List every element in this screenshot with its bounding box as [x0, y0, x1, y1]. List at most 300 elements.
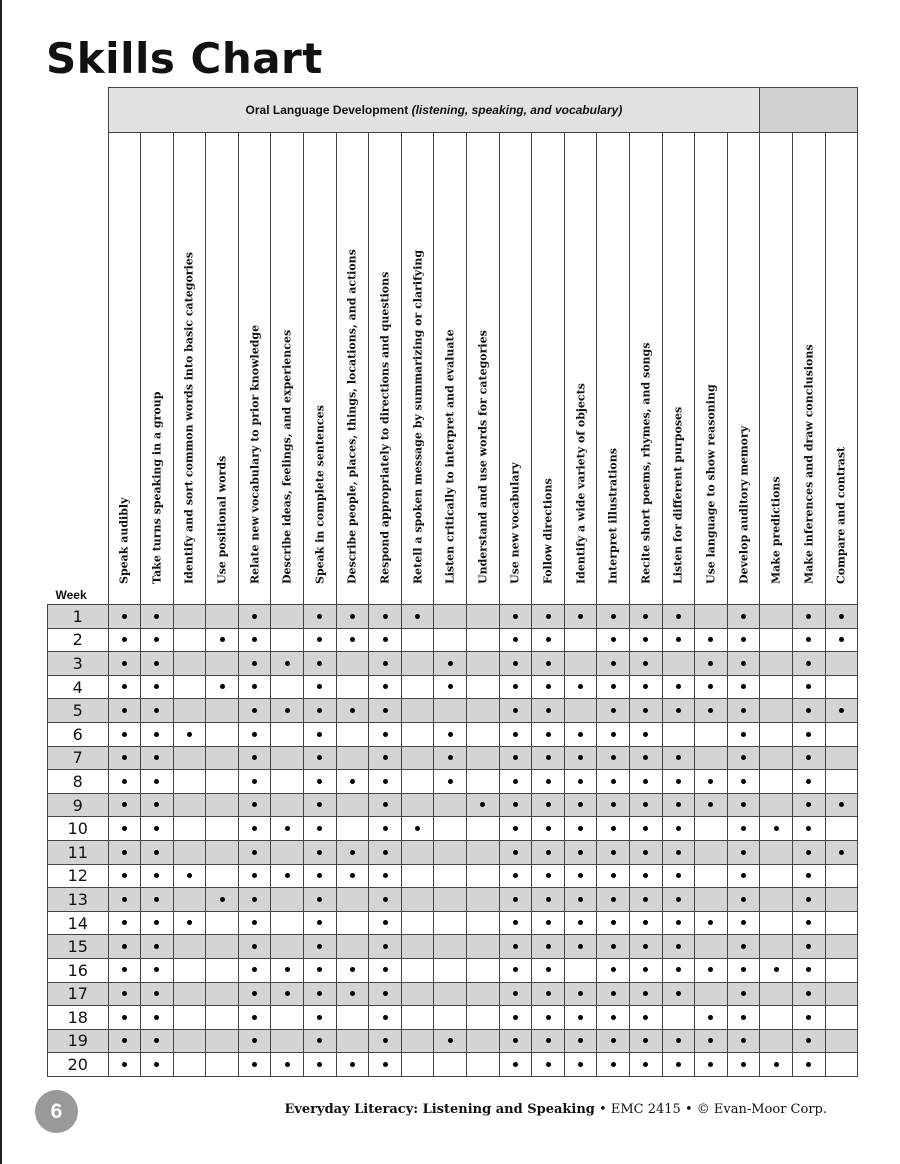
skill-cell [206, 699, 239, 723]
week-row [48, 1053, 858, 1077]
week-number: 13 [48, 888, 109, 912]
skill-cell [206, 817, 239, 841]
skill-cell [467, 652, 500, 676]
skill-check-dot [806, 967, 811, 972]
skill-cell [141, 935, 174, 959]
skill-check-dot [252, 967, 257, 972]
skill-cell [532, 770, 565, 794]
skill-cell [532, 958, 565, 982]
skill-cell [597, 1053, 630, 1077]
skill-label: Listen for different purposes [671, 406, 685, 584]
skill-cell [825, 770, 858, 794]
skill-cell [141, 675, 174, 699]
skill-check-dot [317, 967, 322, 972]
skill-check-dot [546, 779, 551, 784]
skill-cell [727, 935, 760, 959]
skill-cell [760, 982, 793, 1006]
group-header-blank [760, 88, 858, 133]
skill-cell [662, 722, 695, 746]
skill-check-dot [741, 826, 746, 831]
week-number: 1 [48, 605, 109, 629]
skill-cell [532, 864, 565, 888]
skill-check-dot [383, 1015, 388, 1020]
skill-check-dot [154, 637, 159, 642]
skill-cell [630, 605, 663, 629]
skill-cell [304, 1053, 337, 1077]
skill-check-dot [317, 1062, 322, 1067]
skill-cell [434, 864, 467, 888]
skill-check-dot [708, 1062, 713, 1067]
skill-check-dot [448, 779, 453, 784]
skill-check-dot [317, 991, 322, 996]
skill-check-dot [708, 1015, 713, 1020]
skill-check-dot [350, 708, 355, 713]
skill-check-dot [546, 850, 551, 855]
skill-check-dot [806, 920, 811, 925]
skill-cell [141, 1029, 174, 1053]
skill-check-dot [611, 802, 616, 807]
skill-check-dot [154, 802, 159, 807]
skill-cell [141, 652, 174, 676]
skill-cell [434, 675, 467, 699]
skill-cell [727, 840, 760, 864]
skill-check-dot [643, 614, 648, 619]
skill-cell [564, 722, 597, 746]
skill-check-dot [611, 1062, 616, 1067]
skill-check-dot [806, 850, 811, 855]
skill-cell [336, 840, 369, 864]
skill-label: Listen critically to interpret and evaluate [443, 329, 457, 584]
skill-cell [467, 840, 500, 864]
skill-check-dot [546, 1038, 551, 1043]
skill-cell [467, 699, 500, 723]
skill-label: Understand and use words for categories [476, 330, 490, 584]
skill-check-dot [578, 897, 583, 902]
week-number: 16 [48, 958, 109, 982]
skill-cell [369, 770, 402, 794]
skill-cell [630, 746, 663, 770]
skill-cell [792, 770, 825, 794]
skill-cell [532, 652, 565, 676]
skill-check-dot [317, 850, 322, 855]
skill-cell [369, 675, 402, 699]
skill-check-dot [122, 967, 127, 972]
skill-check-dot [448, 661, 453, 666]
skill-check-dot [546, 661, 551, 666]
skill-check-dot [643, 944, 648, 949]
skill-cell [238, 628, 271, 652]
skill-check-dot [285, 708, 290, 713]
skill-check-dot [122, 779, 127, 784]
skill-cell [597, 722, 630, 746]
skill-check-dot [252, 732, 257, 737]
skill-cell [401, 722, 434, 746]
week-number: 19 [48, 1029, 109, 1053]
week-number: 14 [48, 911, 109, 935]
skill-cell [825, 1006, 858, 1030]
skill-check-dot [611, 826, 616, 831]
skill-cell [564, 675, 597, 699]
skill-cell [792, 1006, 825, 1030]
skill-cell [108, 746, 141, 770]
page-number-badge: 6 [35, 1090, 78, 1133]
skill-check-dot [611, 920, 616, 925]
skill-cell [792, 793, 825, 817]
skill-cell [271, 958, 304, 982]
skill-column-header [401, 133, 434, 605]
skill-label: Use positional words [215, 455, 229, 584]
skill-cell [271, 605, 304, 629]
skill-check-dot [806, 1015, 811, 1020]
skill-cell [238, 911, 271, 935]
skill-check-dot [806, 897, 811, 902]
skill-cell [434, 699, 467, 723]
skill-cell [467, 605, 500, 629]
skill-column-header [141, 133, 174, 605]
skill-cell [630, 1006, 663, 1030]
skill-check-dot [643, 826, 648, 831]
skill-check-dot [252, 1015, 257, 1020]
skill-cell [434, 1006, 467, 1030]
skill-cell [336, 911, 369, 935]
skill-cell [401, 1006, 434, 1030]
skill-cell [304, 699, 337, 723]
skill-check-dot [741, 897, 746, 902]
skill-label: Make inferences and draw conclusions [802, 344, 816, 584]
skill-cell [238, 840, 271, 864]
skill-cell [434, 935, 467, 959]
week-row [48, 605, 858, 629]
skill-cell [499, 628, 532, 652]
skill-cell [141, 888, 174, 912]
skill-check-dot [676, 873, 681, 878]
skill-cell [727, 817, 760, 841]
skill-check-dot [578, 802, 583, 807]
skill-cell [792, 699, 825, 723]
skill-cell [499, 675, 532, 699]
skill-cell [108, 1029, 141, 1053]
skill-cell [271, 1006, 304, 1030]
week-column-header: Week [55, 588, 87, 602]
skill-check-dot [676, 614, 681, 619]
skill-check-dot [350, 779, 355, 784]
skill-check-dot [317, 732, 322, 737]
footer-separator: • [684, 1102, 693, 1117]
skill-cell [727, 699, 760, 723]
skill-cell [792, 746, 825, 770]
skill-cell [369, 935, 402, 959]
skill-check-dot [708, 684, 713, 689]
skill-cell [825, 935, 858, 959]
skill-check-dot [122, 897, 127, 902]
skill-check-dot [154, 991, 159, 996]
skill-check-dot [122, 920, 127, 925]
skill-cell [727, 958, 760, 982]
skill-check-dot [806, 991, 811, 996]
skill-check-dot [676, 1038, 681, 1043]
skill-cell [434, 1053, 467, 1077]
skill-cell [792, 722, 825, 746]
week-row [48, 1006, 858, 1030]
skill-label: Speak in complete sentences [313, 405, 327, 584]
skill-column-header [108, 133, 141, 605]
skill-check-dot [806, 873, 811, 878]
skill-cell [564, 770, 597, 794]
week-number: 10 [48, 817, 109, 841]
skill-cell [401, 1053, 434, 1077]
skill-cell [369, 1006, 402, 1030]
skill-cell [467, 1006, 500, 1030]
skill-cell [336, 817, 369, 841]
skill-cell [108, 675, 141, 699]
skill-check-dot [676, 802, 681, 807]
skill-cell [630, 675, 663, 699]
skill-check-dot [513, 873, 518, 878]
skill-cell [727, 675, 760, 699]
skill-cell [630, 652, 663, 676]
week-row [48, 699, 858, 723]
skill-cell [597, 675, 630, 699]
skill-cell [597, 888, 630, 912]
footer-code: EMC 2415 [610, 1102, 681, 1117]
skill-cell [467, 628, 500, 652]
skill-check-dot [611, 661, 616, 666]
skill-check-dot [546, 755, 551, 760]
skill-check-dot [154, 967, 159, 972]
skill-cell [597, 864, 630, 888]
week-row [48, 911, 858, 935]
skill-check-dot [448, 1038, 453, 1043]
skill-check-dot [611, 944, 616, 949]
skill-column-header [238, 133, 271, 605]
skill-cell [597, 1006, 630, 1030]
skill-header-row [48, 133, 858, 605]
skill-check-dot [578, 920, 583, 925]
skill-check-dot [252, 661, 257, 666]
skill-cell [401, 958, 434, 982]
skill-check-dot [839, 802, 844, 807]
skill-check-dot [741, 1062, 746, 1067]
skill-cell [401, 746, 434, 770]
skill-check-dot [252, 755, 257, 760]
skill-check-dot [546, 944, 551, 949]
skill-cell [792, 605, 825, 629]
skill-cell [271, 628, 304, 652]
skill-check-dot [643, 897, 648, 902]
skill-cell [695, 699, 728, 723]
skill-cell [695, 1053, 728, 1077]
skill-check-dot [383, 897, 388, 902]
skill-cell [597, 935, 630, 959]
skill-cell [760, 911, 793, 935]
skill-check-dot [578, 614, 583, 619]
skill-label: Develop auditory memory [737, 425, 751, 584]
skill-check-dot [578, 779, 583, 784]
skill-check-dot [513, 1015, 518, 1020]
skill-cell [662, 1006, 695, 1030]
skill-cell [532, 888, 565, 912]
skill-check-dot [154, 1062, 159, 1067]
week-row [48, 722, 858, 746]
skill-cell [141, 770, 174, 794]
skill-cell [271, 793, 304, 817]
skill-cell [434, 817, 467, 841]
skill-cell [238, 605, 271, 629]
skill-cell [369, 911, 402, 935]
skill-cell [467, 817, 500, 841]
skill-cell [304, 652, 337, 676]
skill-cell [727, 652, 760, 676]
skill-cell [467, 982, 500, 1006]
skill-check-dot [546, 826, 551, 831]
skill-cell [108, 1053, 141, 1077]
skill-cell [238, 652, 271, 676]
skill-check-dot [350, 873, 355, 878]
skill-cell [532, 746, 565, 770]
skill-cell [792, 675, 825, 699]
skill-cell [825, 958, 858, 982]
skill-cell [467, 935, 500, 959]
week-number: 3 [48, 652, 109, 676]
skill-cell [499, 982, 532, 1006]
group-header-oral-language [108, 88, 760, 133]
skill-cell [499, 1006, 532, 1030]
skill-check-dot [806, 779, 811, 784]
skill-check-dot [676, 708, 681, 713]
skill-cell [532, 911, 565, 935]
skill-label: Retell a spoken message by summarizing or clarifying [411, 249, 425, 584]
skill-column-header [597, 133, 630, 605]
skill-cell [662, 699, 695, 723]
week-row [48, 888, 858, 912]
skill-check-dot [317, 684, 322, 689]
skill-cell [825, 840, 858, 864]
skill-cell [695, 652, 728, 676]
skill-label: Follow directions [541, 478, 555, 584]
skill-check-dot [676, 897, 681, 902]
skill-cell [564, 982, 597, 1006]
skill-cell [467, 1029, 500, 1053]
skill-cell [760, 840, 793, 864]
skill-check-dot [708, 920, 713, 925]
skill-cell [173, 817, 206, 841]
skill-cell [792, 911, 825, 935]
skill-cell [401, 911, 434, 935]
skill-cell [108, 699, 141, 723]
skill-check-dot [285, 991, 290, 996]
skill-cell [564, 817, 597, 841]
skill-cell [695, 935, 728, 959]
week-row [48, 840, 858, 864]
skill-cell [532, 1029, 565, 1053]
skill-cell [792, 840, 825, 864]
skill-check-dot [578, 873, 583, 878]
skill-check-dot [383, 920, 388, 925]
skill-cell [238, 1053, 271, 1077]
skill-cell [401, 770, 434, 794]
skill-check-dot [285, 873, 290, 878]
skill-cell [271, 982, 304, 1006]
skill-cell [727, 722, 760, 746]
skill-cell [467, 911, 500, 935]
skill-check-dot [513, 897, 518, 902]
week-number: 15 [48, 935, 109, 959]
skill-cell [108, 793, 141, 817]
skill-cell [662, 1029, 695, 1053]
skill-cell [304, 840, 337, 864]
skill-cell [238, 958, 271, 982]
skill-check-dot [741, 779, 746, 784]
skill-cell [597, 793, 630, 817]
skill-cell [173, 1006, 206, 1030]
skill-label: Describe people, places, things, locations, and actions [345, 249, 359, 584]
skill-check-dot [317, 920, 322, 925]
skill-cell [597, 770, 630, 794]
skill-cell [108, 652, 141, 676]
skill-check-dot [774, 967, 779, 972]
skill-cell [597, 746, 630, 770]
skill-check-dot [285, 661, 290, 666]
skill-cell [173, 864, 206, 888]
skill-cell [173, 982, 206, 1006]
skill-cell [727, 1029, 760, 1053]
skill-cell [434, 746, 467, 770]
skill-check-dot [154, 779, 159, 784]
skill-cell [238, 1006, 271, 1030]
skill-cell [271, 1053, 304, 1077]
skill-check-dot [154, 614, 159, 619]
skill-check-dot [154, 873, 159, 878]
skill-check-dot [611, 755, 616, 760]
skill-check-dot [220, 684, 225, 689]
skill-cell [369, 817, 402, 841]
skill-check-dot [285, 967, 290, 972]
week-row [48, 770, 858, 794]
week-number: 11 [48, 840, 109, 864]
skill-cell [760, 699, 793, 723]
skill-cell [304, 675, 337, 699]
skill-check-dot [154, 897, 159, 902]
week-row [48, 958, 858, 982]
skill-cell [173, 1053, 206, 1077]
skill-cell [206, 605, 239, 629]
skill-check-dot [252, 708, 257, 713]
skill-cell [206, 1029, 239, 1053]
skill-check-dot [741, 1015, 746, 1020]
skill-cell [434, 888, 467, 912]
skill-cell [141, 628, 174, 652]
skill-check-dot [676, 779, 681, 784]
skill-check-dot [122, 637, 127, 642]
skill-check-dot [741, 850, 746, 855]
skill-cell [662, 935, 695, 959]
skill-check-dot [676, 991, 681, 996]
skill-cell [206, 911, 239, 935]
skill-check-dot [513, 637, 518, 642]
skill-cell [760, 1006, 793, 1030]
skill-cell [760, 817, 793, 841]
skill-check-dot [643, 755, 648, 760]
skill-check-dot [546, 802, 551, 807]
skill-check-dot [220, 637, 225, 642]
skill-check-dot [806, 802, 811, 807]
skill-cell [532, 1006, 565, 1030]
skill-cell [434, 1029, 467, 1053]
skill-check-dot [741, 967, 746, 972]
skill-check-dot [252, 614, 257, 619]
skill-check-dot [839, 708, 844, 713]
skill-check-dot [741, 1038, 746, 1043]
